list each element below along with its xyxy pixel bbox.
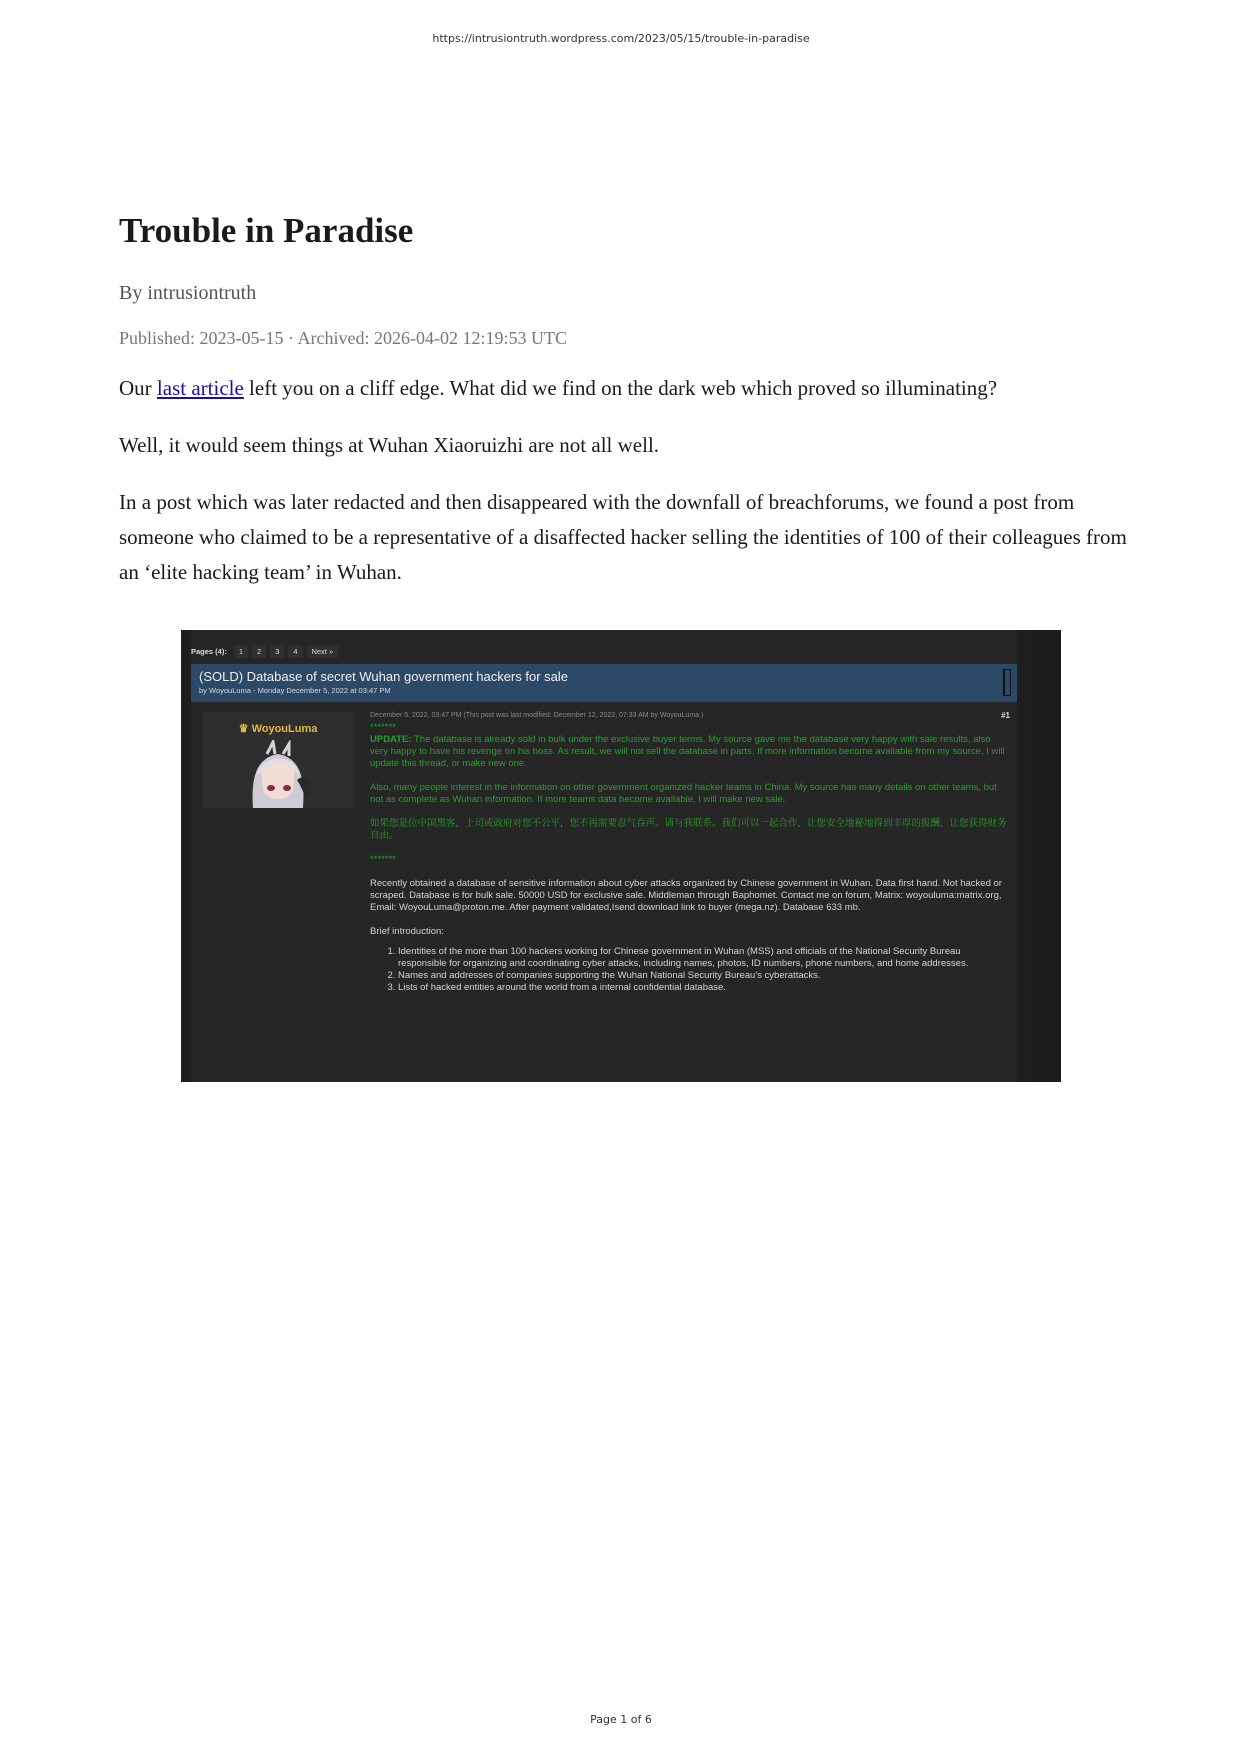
avatar — [233, 740, 323, 808]
article-title: Trouble in Paradise — [119, 211, 414, 250]
post-update — [370, 734, 1010, 770]
user-panel — [203, 712, 353, 808]
last-article-link[interactable]: last article — [156, 376, 244, 400]
username-text: WoyouLuma — [251, 723, 318, 735]
pager-page-4: 4 — [288, 645, 302, 658]
pager-page-3: 3 — [270, 645, 284, 658]
post-body — [370, 710, 1010, 994]
update-text: The database is already sold in bulk under the exclusive buyer terms. My source gave me the database very happy with sale results, also very happy to have his revenge on his boss. As result, we will not sell the database in parts. If more information become available from my source, I will update this thread, or make new one. — [370, 734, 1005, 769]
thread-title: (SOLD) Database of secret Wuhan government hackers for sale — [199, 669, 568, 684]
forum-sidebar — [1033, 630, 1061, 1082]
paragraph-1 — [119, 371, 1129, 406]
list-item: 3. Lists of hacked entities around the world from a internal confidential database. — [398, 982, 1010, 994]
paragraph-1-start: Our — [119, 376, 157, 400]
post-stars: ******* — [370, 722, 396, 733]
paragraph-1-end: left you on a cliff edge. What did we find on the dark web which proved so illuminating? — [243, 376, 998, 400]
article-meta: Published: 2023-05-15 · Archived: 2026-04-02 12:19:53 UTC — [119, 328, 567, 348]
list-item: 1. Identities of the more than 100 hackers working for Chinese government in Wuhan (MSS) and officials of the National Security Bureau responsible for organizing and coordinating cyber attacks, including names, photos, ID numbers, phone numbers, and home addresses. — [398, 946, 1010, 970]
forum-thread — [191, 630, 1017, 1082]
post-list — [398, 946, 1010, 994]
forum-pager — [191, 644, 338, 658]
post-date: December 5, 2022, 03:47 PM (This post was last modified: December 12, 2022, 07:33 AM by WoyouLuma.) — [370, 712, 704, 719]
username — [203, 722, 353, 735]
forum-screenshot — [181, 630, 1061, 1082]
page-footer: Page 1 of 6 — [590, 1713, 652, 1726]
update-label: UPDATE: — [370, 734, 412, 745]
pager-page-1: 1 — [234, 645, 248, 658]
list-item: 2. Names and addresses of companies supporting the Wuhan National Security Bureau's cyberattacks. — [398, 970, 1010, 982]
post-stars-2: ******* — [370, 854, 396, 865]
paragraph-3: In a post which was later redacted and then disappeared with the downfall of breachforums, we found a post from someone who claimed to be a representative of a disaffected hacker selling the identities of 100 of their colleagues from an ‘elite hacking team’ in Wuhan. — [119, 490, 1127, 584]
page-url: https://intrusiontruth.wordpress.com/2023/05/15/trouble-in-paradise — [432, 32, 810, 45]
pager-page-2: 2 — [252, 645, 266, 658]
crown-icon: ♛ — [238, 723, 252, 735]
post-intro: Recently obtained a database of sensitive information about cyber attacks organized by Chinese government in Wuhan. Data first hand. Not hacked or scraped. Database is for bulk sale. 50000 USD for exclusive sale. Middleman through Baphomet. Contact me on forum, Matrix: woyouluma:matrix.org, Email: WoyouLuma@proton.me. After payment validated,Isend download link to buyer (mega.nz). Database 633 mb. — [370, 878, 1002, 913]
thread-subtitle: by WoyouLuma - Monday December 5, 2022 at 03:47 PM — [199, 686, 391, 695]
post-number: #1 — [1001, 711, 1010, 720]
pager-label: Pages (4): — [191, 646, 227, 656]
post-chinese: 如果您是位中国黑客，上司或政府对您不公平，您不再需要忍气吞声。请与我联系。我们可以一起合作，让您安全地秘地得到丰厚的报酬，让您获得财务自由。 — [370, 818, 1007, 841]
paragraph-2: Well, it would seem things at Wuhan Xiaoruizhi are not all well. — [119, 433, 660, 457]
thread-bracket-icon — [1003, 669, 1011, 696]
pager-next: Next » — [307, 645, 339, 658]
article — [119, 210, 1129, 590]
post-interest: Also, many people interest in the information on other government organized hacker teams in China. My source has many details on other teams, but not as complete as Wuhan information. If more teams data become available, I will make new sale. — [370, 782, 997, 805]
thread-header — [191, 664, 1017, 702]
post-brief-label: Brief introduction: — [370, 926, 444, 937]
article-byline: By intrusiontruth — [119, 282, 257, 304]
